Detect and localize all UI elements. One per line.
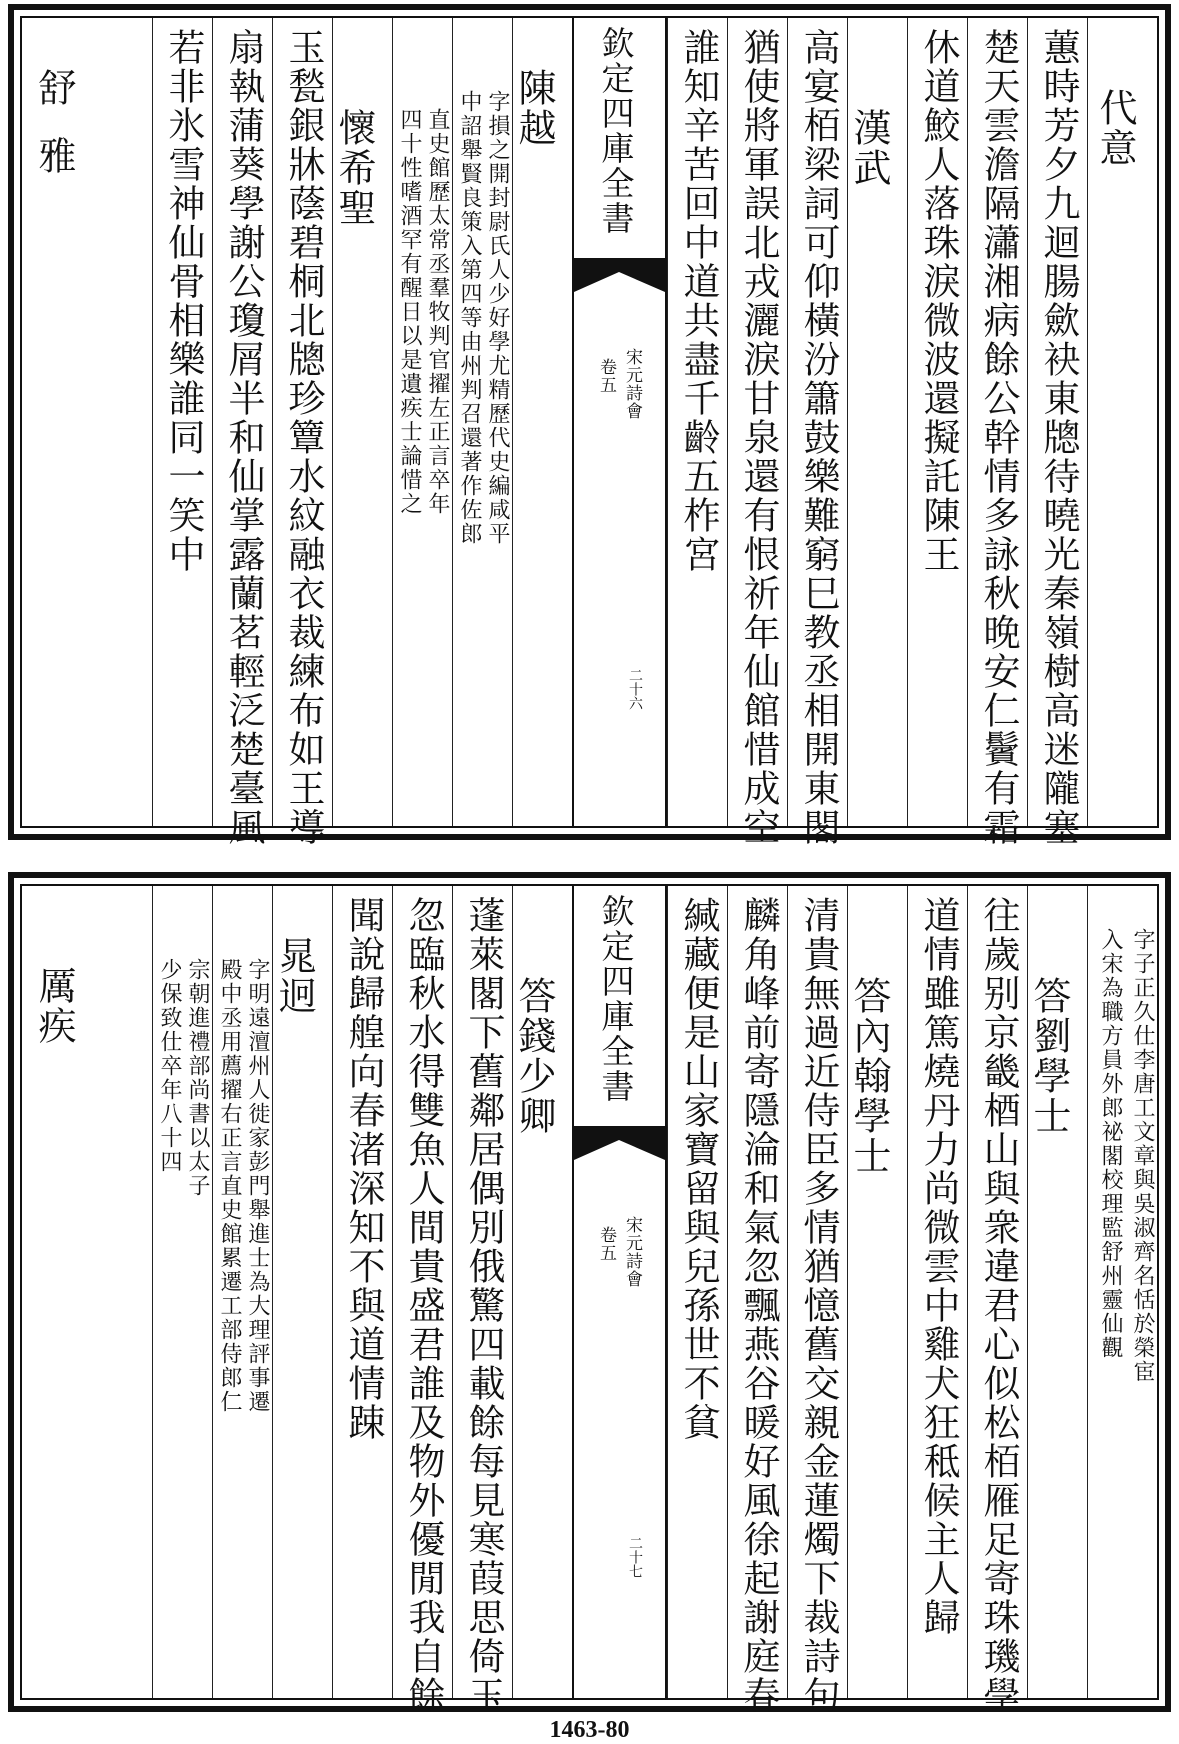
bottom-center-column (572, 886, 667, 1698)
top-center-column (572, 18, 667, 826)
text-line: 聞說歸艎向春渚深知不與道情踈 (342, 896, 385, 1442)
bottom-page-frame (20, 884, 1159, 1715)
center-volume: 卷五 (596, 1226, 616, 1262)
poem-title-daliuxueshi: 答劉學士 (1027, 976, 1071, 1136)
bottom-col-8 (667, 886, 727, 1698)
text-line: 猶使將軍誤北戎灑淚甘泉還有恨祈年仙館惜成空 (737, 28, 780, 847)
center-collection-name: 宋元詩會 (622, 348, 642, 420)
note-line: 宗朝進禮部尚書以太子 (185, 958, 210, 1198)
top-col-16 (22, 18, 152, 826)
text-line: 高宴栢梁詞可仰橫汾簫鼓樂難窮巳教丞相開東閣 (797, 28, 840, 847)
poem-title-daiyi: 代意 (1093, 88, 1137, 168)
text-line: 清貴無過近侍臣多情猶憶舊交親金蓮燭下裁詩句 (797, 896, 840, 1715)
center-page-number: 二十七 (627, 1536, 643, 1578)
text-line: 往歲别京畿梄山與衆違君心似松栢雁足寄珠璣學 (977, 896, 1020, 1715)
bottom-col-10 (452, 886, 512, 1715)
text-line: 扇執蒲葵學謝公瓊屑半和仙掌露蘭茗輕泛楚臺風 (222, 28, 265, 847)
text-line: 忽臨秋水得雙魚人間貴盛君誰及物外優閒我自餘 (402, 896, 445, 1715)
note-line: 字明遠澶州人徙家彭門舉進士為大理評事遷 (245, 958, 270, 1414)
book-title: 欽定四庫全書 (596, 26, 636, 236)
text-line: 蓬萊閣下舊鄰居偶別俄驚四載餘每見寒葭思倚玉 (462, 896, 505, 1715)
bottom-col-11 (392, 886, 452, 1715)
fishtail-mark (574, 1126, 665, 1166)
bottom-col-2 (1027, 886, 1087, 1698)
top-col-5 (847, 18, 907, 826)
poem-title-daqianshaoqing: 答錢少卿 (512, 976, 556, 1136)
top-col-13 (272, 18, 332, 847)
book-title: 欽定四庫全書 (596, 894, 636, 1104)
text-line: 麟角峰前寄隱淪和氣忽飄燕谷暖好風徐起謝庭春 (737, 896, 780, 1715)
poem-title-liji: 厲疾 (32, 966, 76, 1046)
page-footer-number: 1463-80 (549, 1717, 630, 1743)
text-line: 蕙時芳夕九迴腸歛袂東牕待曉光秦嶺樹高迷隴塞 (1037, 28, 1080, 847)
note-line: 四十性嗜酒罕有醒日以是遺疾士論惜之 (397, 108, 422, 516)
top-col-4 (907, 18, 967, 826)
top-col-10 (452, 18, 512, 826)
poem-title-hanwu: 漢武 (847, 108, 891, 188)
note-line: 字子正久仕李唐工文章與吳淑齊名恬於榮宦 (1130, 928, 1155, 1384)
bottom-col-14 (212, 886, 272, 1698)
bottom-col-6 (787, 886, 847, 1715)
text-line: 玉甃銀牀蔭碧桐北牕珍簟水紋融衣裁練布如王導 (282, 28, 325, 847)
note-line: 中詔舉賢良策入第四等由州判召還著作佐郎 (457, 90, 482, 546)
top-col-7 (727, 18, 787, 847)
author-name-chaojiong: 晁迥 (272, 936, 316, 1016)
bottom-col-1 (1087, 886, 1157, 1698)
fishtail-mark (574, 258, 665, 298)
bottom-col-12 (332, 886, 392, 1698)
top-col-9 (512, 18, 572, 826)
bottom-col-13 (272, 886, 332, 1698)
bottom-page (8, 872, 1171, 1715)
top-col-1 (1087, 18, 1157, 826)
center-volume: 卷五 (596, 358, 616, 394)
top-col-8 (667, 18, 727, 826)
top-col-14 (212, 18, 272, 847)
center-collection-name: 宋元詩會 (622, 1216, 642, 1288)
poem-title-daneihanxueshi: 答內翰學士 (847, 976, 891, 1176)
poem-title-huaixisheng: 懷希聖 (332, 108, 376, 228)
text-line: 若非氷雪神仙骨相樂誰同一笑中 (162, 28, 205, 574)
text-line: 誰知辛苦回中道共盡千齡五柞宮 (677, 28, 720, 574)
author-name-chenyue: 陳越 (512, 68, 556, 148)
text-line: 楚天雲澹隔瀟湘病餘公幹情多詠秋晚安仁鬢有霜 (977, 28, 1020, 847)
center-page-number: 二十六 (627, 668, 643, 710)
top-page-frame (20, 16, 1159, 847)
bottom-col-5 (847, 886, 907, 1698)
top-col-12 (332, 18, 392, 826)
top-col-15 (152, 18, 212, 826)
note-line: 字損之開封尉氏人少好學尤精歷代史編咸平 (485, 90, 510, 546)
bottom-col-15 (152, 886, 212, 1698)
top-col-11 (392, 18, 452, 826)
text-line: 道情雖篤燒丹力尚微雲中雞犬狂秪候主人歸 (917, 896, 960, 1637)
top-col-3 (967, 18, 1027, 847)
bottom-col-9 (512, 886, 572, 1698)
bottom-col-3 (967, 886, 1027, 1715)
text-line: 緘藏便是山家寶留與兒孫世不貧 (677, 896, 720, 1442)
author-name-shuya: 舒雅 (32, 68, 76, 204)
bottom-col-16 (22, 886, 152, 1698)
top-col-6 (787, 18, 847, 847)
text-line: 休道鮫人落珠淚微波還擬託陳王 (917, 28, 960, 574)
note-line: 殿中丞用薦擢右正言直史館累遷工部侍郎仁 (217, 958, 242, 1414)
top-page (8, 4, 1171, 847)
top-col-2 (1027, 18, 1087, 847)
bottom-col-7 (727, 886, 787, 1715)
note-line: 少保致仕卒年八十四 (157, 958, 182, 1174)
bottom-col-4 (907, 886, 967, 1698)
note-line: 直史館歷太常丞羣牧判官擢左正言卒年 (425, 108, 450, 516)
note-line: 入宋為職方員外郎祕閣校理監舒州靈仙觀 (1098, 928, 1123, 1360)
